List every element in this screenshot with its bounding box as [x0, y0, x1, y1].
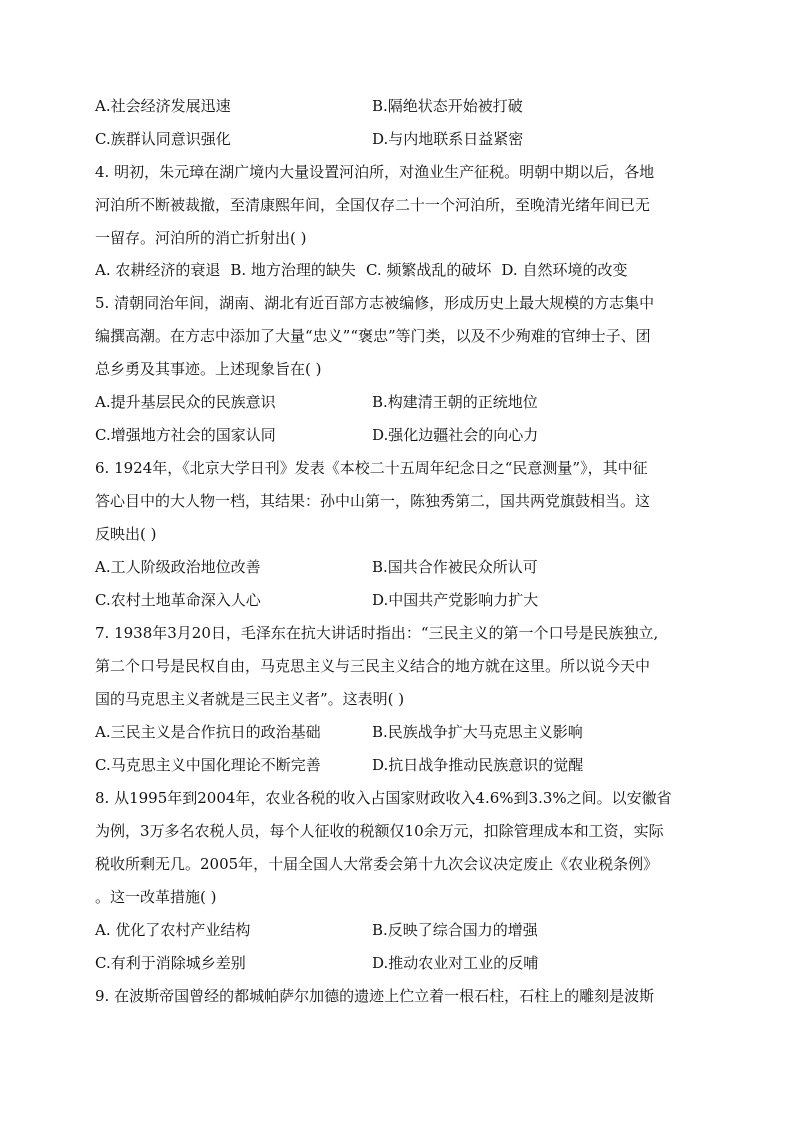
q5-stem-line-1: 5. 清朝同治年间，湖南、湖北有近百部方志被编修，形成历史上最大规模的方志集中: [95, 294, 655, 312]
q8-option-d: D.推动农业对工业的反哺: [372, 954, 539, 972]
q5-stem-line-3: 总乡勇及其事迹。上述现象旨在( ): [95, 360, 322, 378]
q8-stem-line-3: 税收所剩无几。2005年，十届全国人大常委会第十九次会议决定废止《农业税条例》: [95, 855, 659, 873]
q4-option-b: B. 地方治理的缺失: [230, 261, 356, 279]
q4-stem-line-2: 河泊所不断被裁撤，至清康熙年间，全国仅存二十一个河泊所，至晚清光绪年间已无: [95, 196, 651, 214]
q7-stem-line-3: 国的马克思主义者就是三民主义者”。这表明( ): [95, 690, 405, 708]
q6-stem-line-2: 答心目中的大人物一档，其结果：孙中山第一，陈独秀第二，国共两党旗鼓相当。这: [95, 492, 651, 510]
q8-stem-line-1: 8. 从1995年到2004年，农业各税的收入占国家财政收入4.6%到3.3%之间。以安徽省: [95, 789, 672, 807]
q6-option-b: B.国共合作被民众所认可: [372, 558, 538, 576]
q7-option-b: B.民族战争扩大马克思主义影响: [372, 723, 583, 741]
q3-option-b: B.隔绝状态开始被打破: [372, 97, 523, 115]
q8-option-c: C.有利于消除城乡差别: [95, 954, 246, 972]
q5-stem-line-2: 编撰高潮。在方志中添加了大量“忠义”“褒忠”等门类，以及不少殉难的官绅士子、团: [95, 327, 651, 345]
q4-option-a: A. 农耕经济的衰退: [95, 261, 221, 279]
q7-option-a: A.三民主义是合作抗日的政治基础: [95, 723, 321, 741]
q6-stem-line-1: 6. 1924年，《北京大学日刊》发表《本校二十五周年纪念日之“民意测量”》，其中征: [95, 459, 648, 477]
q6-option-d: D.中国共产党影响力扩大: [372, 591, 539, 609]
q8-option-b: B.反映了综合国力的增强: [372, 921, 538, 939]
q5-option-a: A.提升基层民众的民族意识: [95, 393, 276, 411]
q6-option-c: C.农村土地革命深入人心: [95, 591, 261, 609]
q8-stem-line-4: 。这一改革措施( ): [95, 888, 217, 906]
q4-option-c: C. 频繁战乱的破坏: [365, 261, 492, 279]
q3-option-d: D.与内地联系日益紧密: [372, 130, 524, 148]
q5-option-b: B.构建清王朝的正统地位: [372, 393, 538, 411]
q4-stem-line-3: 一留存。河泊所的消亡折射出( ): [95, 229, 307, 247]
q7-option-c: C.马克思主义中国化理论不断完善: [95, 756, 321, 774]
q7-stem-line-2: 第二个口号是民权自由，马克思主义与三民主义结合的地方就在这里。所以说今天中: [95, 657, 651, 675]
q3-option-a: A.社会经济发展迅速: [95, 97, 231, 115]
q3-option-c: C.族群认同意识强化: [95, 130, 231, 148]
q7-stem-line-1: 7. 1938年3月20日，毛泽东在抗大讲话时指出：“三民主义的第一个口号是民族独立,: [95, 624, 659, 642]
q4-option-d: D. 自然环境的改变: [501, 261, 628, 279]
q6-stem-line-3: 反映出( ): [95, 525, 157, 543]
q5-option-d: D.强化边疆社会的向心力: [372, 426, 539, 444]
q4-options: [95, 260, 637, 280]
q8-option-a: A. 优化了农村产业结构: [95, 921, 251, 939]
q8-stem-line-2: 为例，3万多名农税人员，每个人征收的税额仅10余万元，扣除管理成本和工资，实际: [95, 822, 664, 840]
q7-option-d: D.抗日战争推动民族意识的觉醒: [372, 756, 584, 774]
q5-option-c: C.增强地方社会的国家认同: [95, 426, 276, 444]
q4-stem-line-1: 4. 明初，朱元璋在湖广境内大量设置河泊所，对渔业生产征税。明朝中期以后，各地: [95, 163, 655, 181]
q9-stem-line-1: 9. 在波斯帝国曾经的都城帕萨尔加德的遗迹上伫立着一根石柱，石柱上的雕刻是波斯: [95, 987, 655, 1005]
q6-option-a: A.工人阶级政治地位改善: [95, 558, 261, 576]
